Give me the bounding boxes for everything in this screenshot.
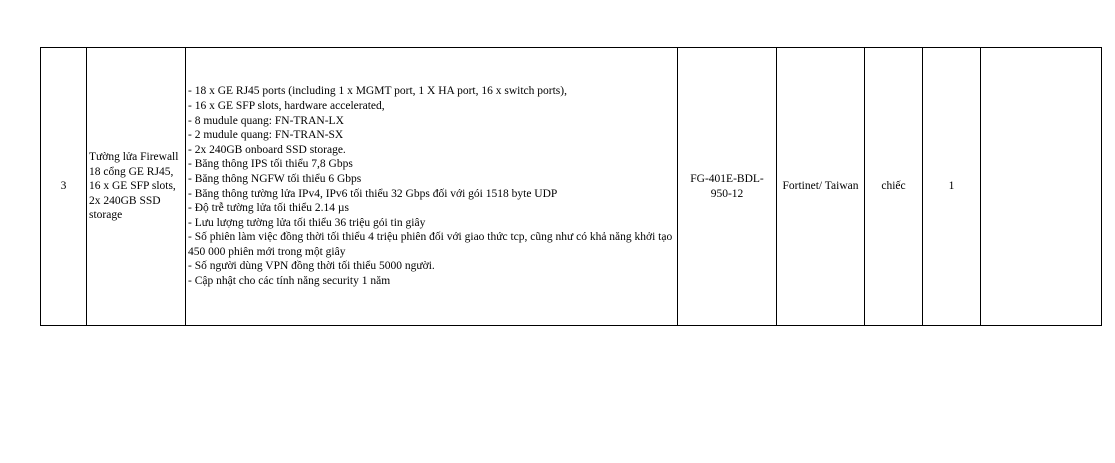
spec-line: - Lưu lượng tường lửa tối thiểu 36 triệu gói tin giây [188,216,426,229]
equipment-spec-table [40,47,1102,326]
spec-line: - 18 x GE RJ45 ports (including 1 x MGMT port, 1 X HA port, 16 x switch ports), [188,85,567,98]
spec-line: - 16 x GE SFP slots, hardware accelerated, [188,99,385,112]
product-name-cell: Tường lửa Firewall 18 cổng GE RJ45, 16 x GE SFP slots, 2x 240GB SSD storage [87,48,186,326]
quantity-cell: 1 [923,48,981,326]
spec-line: - Băng thông IPS tối thiểu 7,8 Gbps [188,158,353,171]
spec-line: - Băng thông NGFW tối thiểu 6 Gbps [188,172,362,185]
spec-line: - Băng thông tường lửa IPv4, IPv6 tối thiểu 32 Gbps đối với gói 1518 byte UDP [188,187,558,200]
brand-origin-cell: Fortinet/ Taiwan [777,48,865,326]
spec-line: - 2x 240GB onboard SSD storage. [188,143,346,156]
product-code-cell: FG-401E-BDL-950-12 [678,48,777,326]
spec-line: - 2 mudule quang: FN-TRAN-SX [188,129,344,142]
specification-cell [186,48,678,326]
spec-line: - Số người dùng VPN đồng thời tối thiểu 5000 người. [188,260,435,273]
spec-line: - Cập nhật cho các tính năng security 1 năm [188,275,391,288]
spec-line: - Số phiên làm việc đồng thời tối thiểu 4 triệu phiên đối với giao thức tcp, cũng như có khả năng khởi tạo 450 000 phiên mới trong một giây [188,231,676,258]
table-row [41,48,1102,326]
empty-cell [981,48,1102,326]
spec-line: - Độ trễ tường lửa tối thiểu 2.14 µs [188,202,349,215]
spec-line: - 8 mudule quang: FN-TRAN-LX [188,114,344,127]
row-number-cell: 3 [41,48,87,326]
unit-cell: chiếc [865,48,923,326]
